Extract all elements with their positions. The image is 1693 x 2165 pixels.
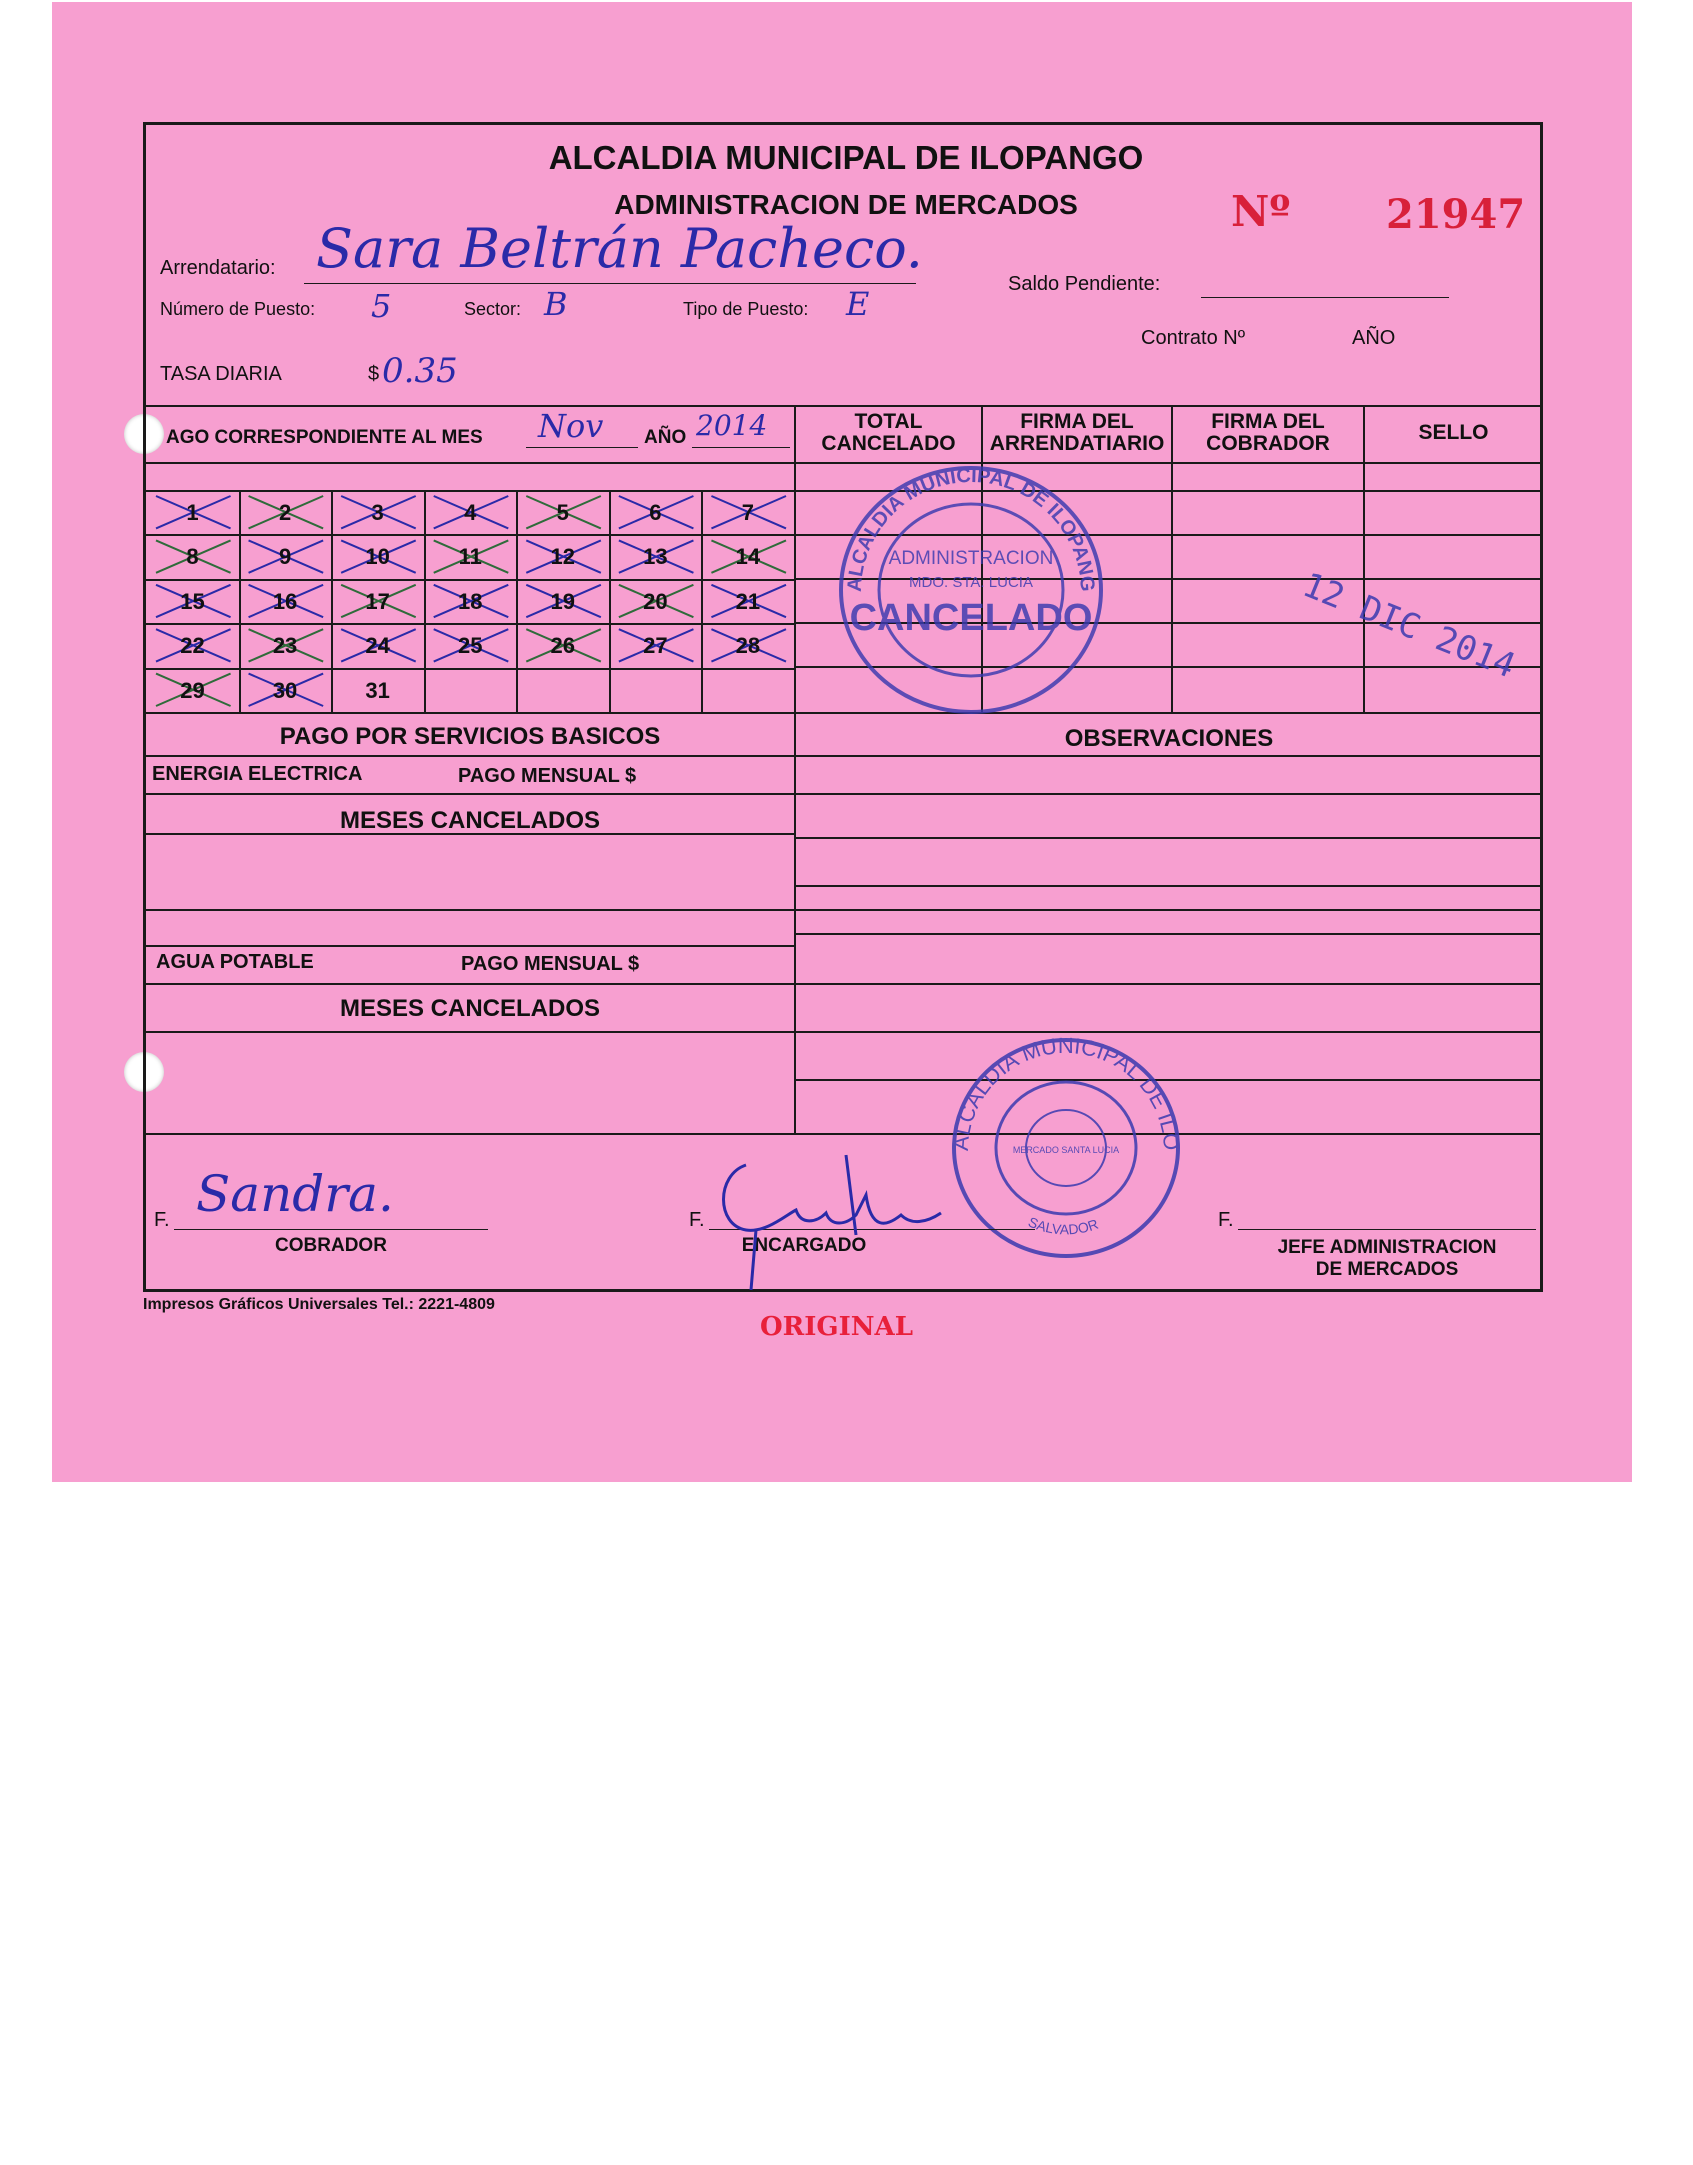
day-cell-18: 18 — [457, 588, 483, 614]
cancelado-stamp-ring-text: ALCALDIA MUNICIPAL DE ILOPANG — [843, 464, 1099, 593]
day-cell-20: 20 — [643, 588, 668, 614]
cancelado-stamp — [831, 452, 1111, 718]
day-cell-15: 15 — [180, 588, 205, 614]
day-cell-13: 13 — [643, 544, 668, 570]
divider — [794, 933, 1542, 935]
jefe-label-1: JEFE ADMINISTRACION — [1277, 1237, 1497, 1258]
day-cell-29: 29 — [180, 677, 205, 703]
day-cell-12: 12 — [550, 544, 576, 570]
tipo-value: E — [846, 285, 870, 323]
cobrador-f-label: F. — [154, 1209, 170, 1231]
saldo-line — [1201, 297, 1449, 298]
tasa-prefix: $ — [368, 363, 380, 385]
arrendatario-value: Sara Beltrán Pacheco. — [316, 217, 923, 280]
grid-line — [146, 534, 794, 536]
day-cell-30: 30 — [272, 677, 298, 703]
cancelado-stamp-big: CANCELADO — [849, 597, 1093, 639]
cobrador-label: COBRADOR — [275, 1235, 387, 1256]
encargado-label: ENCARGADO — [741, 1235, 867, 1256]
puesto-label: Número de Puesto: — [160, 299, 316, 319]
divider — [794, 405, 796, 991]
observaciones-title: OBSERVACIONES — [1064, 725, 1274, 752]
day-cell-1: 1 — [186, 500, 199, 525]
day-cell-9: 9 — [278, 544, 292, 570]
divider — [794, 991, 796, 1133]
day-cell-6: 6 — [649, 500, 662, 525]
tasa-label: TASA DIARIA — [160, 363, 282, 385]
cancelado-stamp-line1: ADMINISTRACION — [888, 548, 1054, 569]
saldo-label: Saldo Pendiente: — [1008, 273, 1161, 295]
energia-label: ENERGIA ELECTRICA — [152, 763, 363, 785]
day-cell-3: 3 — [371, 500, 384, 525]
agua-pago-label: PAGO MENSUAL $ — [461, 953, 640, 975]
divider — [794, 837, 1542, 839]
divider — [794, 885, 1542, 887]
document-subtitle: ADMINISTRACION DE MERCADOS — [614, 189, 1078, 220]
divider — [146, 945, 794, 947]
tipo-label: Tipo de Puesto: — [683, 299, 809, 319]
day-cell-10: 10 — [365, 544, 390, 570]
day-cell-22: 22 — [180, 633, 205, 659]
day-cell-7: 7 — [741, 500, 755, 525]
divider — [146, 833, 794, 835]
contrato-label: Contrato Nº — [1141, 327, 1246, 349]
anio-line — [692, 447, 790, 448]
day-cell-4: 4 — [464, 500, 477, 525]
energia-pago-label: PAGO MENSUAL $ — [458, 765, 637, 787]
col-sello: SELLO — [1418, 421, 1489, 444]
copy-label: ORIGINAL — [760, 1312, 914, 1342]
sector-value: B — [544, 285, 568, 323]
col-total-cancelado: TOTAL CANCELADO — [821, 410, 956, 455]
col-firma-arrendatario: FIRMA DEL ARRENDATIARIO — [989, 410, 1165, 455]
receipt-number-label: Nº — [1231, 187, 1291, 236]
svg-text:ALCALDIA MUNICIPAL DE ILOPANGO — [831, 452, 1098, 592]
divider — [146, 983, 1542, 985]
jefe-label-2: DE MERCADOS — [1315, 1259, 1459, 1280]
arrendatario-line — [304, 283, 916, 284]
anio-contrato-label: AÑO — [1352, 327, 1396, 349]
anio-value: 2014 — [696, 409, 768, 442]
svg-text:ALCALDIA MUNICIPAL DE ILOPANGO — [946, 1033, 1184, 1151]
divider — [146, 1031, 794, 1033]
col-firma-cobrador: FIRMA DEL COBRADOR — [1206, 410, 1330, 455]
seal-inner-text: MERCADO SANTA LUCIA — [1012, 1145, 1120, 1155]
day-cell-19: 19 — [550, 588, 576, 614]
day-cell-17: 17 — [365, 588, 390, 614]
day-cell-8: 8 — [186, 544, 199, 570]
day-cell-24: 24 — [365, 633, 390, 659]
day-cell-14: 14 — [735, 544, 761, 570]
mes-line — [526, 447, 638, 448]
arrendatario-label: Arrendatario: — [160, 257, 276, 279]
day-cell-23: 23 — [272, 633, 298, 659]
day-cell-28: 28 — [735, 633, 761, 659]
mes-label: AGO CORRESPONDIENTE AL MES — [166, 427, 483, 448]
day-cell-16: 16 — [272, 588, 298, 614]
receipt-frame — [143, 122, 1543, 1292]
cobrador-sign-line — [174, 1229, 488, 1230]
receipt-number: 21947 — [1386, 191, 1526, 238]
seal-bottom-text: SALVADOR — [1026, 1213, 1101, 1238]
services-title: PAGO POR SERVICIOS BASICOS — [279, 723, 661, 750]
agua-meses-label: MESES CANCELADOS — [339, 995, 601, 1022]
day-cell-21: 21 — [735, 588, 761, 614]
anio-label: AÑO — [644, 427, 687, 448]
jefe-f-label: F. — [1218, 1209, 1234, 1231]
printer-credit: Impresos Gráficos Universales Tel.: 2221-4809 — [143, 1296, 495, 1313]
day-cell-31: 31 — [365, 677, 390, 703]
energia-meses-label: MESES CANCELADOS — [339, 807, 601, 834]
encargado-signature — [706, 1135, 966, 1295]
grid-line — [146, 579, 794, 581]
day-cell-2: 2 — [278, 500, 292, 525]
svg-text:SALVADOR — [1026, 1213, 1100, 1237]
day-cell-27: 27 — [643, 633, 668, 659]
day-cell-11: 11 — [458, 544, 482, 570]
cancelado-stamp-line2: MDO. STA. LUCIA — [909, 574, 1033, 591]
day-grid — [146, 490, 794, 712]
divider — [146, 909, 1542, 911]
day-cell-25: 25 — [457, 633, 483, 659]
date-stamp: 12 DIC 2014 — [1297, 565, 1521, 687]
document-title: ALCALDIA MUNICIPAL DE ILOPANGO — [548, 139, 1144, 176]
sector-label: Sector: — [464, 299, 522, 319]
grid-line — [146, 668, 794, 670]
encargado-f-label: F. — [689, 1209, 705, 1231]
cobrador-signature: Sandra. — [196, 1165, 394, 1223]
mes-value: Nov — [538, 407, 604, 445]
divider — [146, 755, 1542, 757]
agua-label: AGUA POTABLE — [156, 951, 314, 973]
day-cell-5: 5 — [556, 500, 569, 525]
seal-ring-text: ALCALDIA MUNICIPAL DE ILO — [947, 1033, 1185, 1152]
day-cell-26: 26 — [550, 633, 576, 659]
divider — [146, 793, 1542, 795]
divider — [146, 405, 1542, 407]
jefe-sign-line — [1238, 1229, 1536, 1230]
tasa-value: 0.35 — [382, 351, 458, 391]
grid-line — [146, 623, 794, 625]
puesto-value: 5 — [371, 287, 392, 325]
